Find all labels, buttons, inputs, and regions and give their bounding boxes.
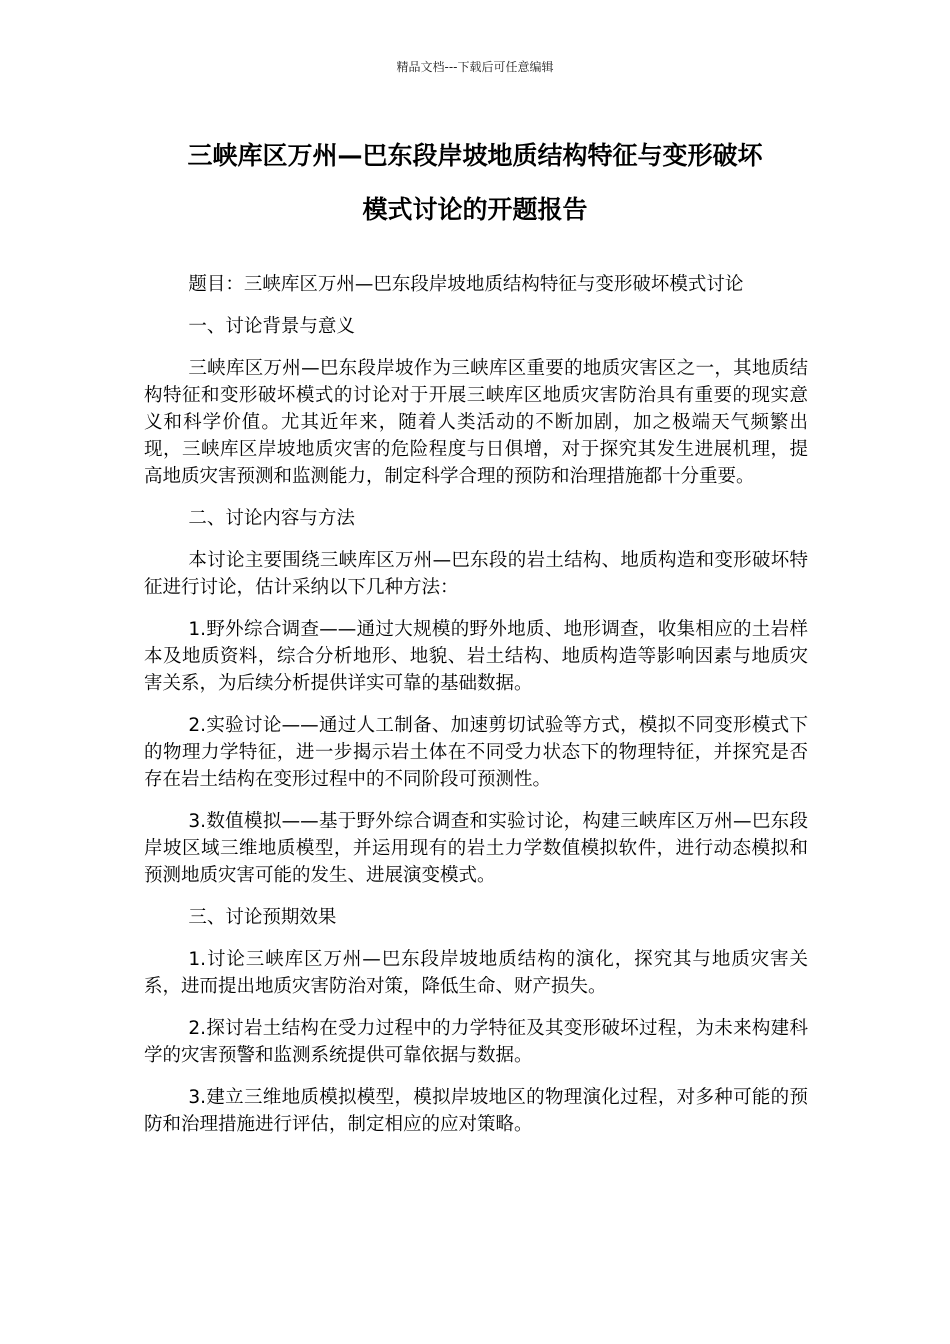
topic-paragraph: 题目：三峡库区万州—巴东段岸坡地质结构特征与变形破坏模式讨论 xyxy=(188,274,744,295)
method-item-3: 3.数值模拟——基于野外综合调查和实验讨论，构建三峡库区万州—巴东段岸坡区域三维地质模型，并运用现有的岩土力学数值模拟软件，进行动态模拟和预测地质灾害可能的发生、进展演变模式。 xyxy=(144,811,808,886)
document-title-line-1: 三峡库区万州—巴东段岸坡地质结构特征与变形破坏 xyxy=(187,141,763,170)
method-item-1: 1.野外综合调查——通过大规模的野外地质、地形调查，收集相应的土岩样本及地质资料，综合分析地形、地貌、岩土结构、地质构造等影响因素与地质灾害关系，为后续分析提供详实可靠的基础数据。 xyxy=(144,619,808,694)
page-header: 精品文档---下载后可任意编辑 xyxy=(396,60,554,74)
document-body xyxy=(144,271,808,1153)
method-item-2: 2.实验讨论——通过人工制备、加速剪切试验等方式，模拟不同变形模式下的物理力学特征，进一步揭示岩土体在不同受力状态下的物理特征，并探究是否存在岩土结构在变形过程中的不同阶段可预测性。 xyxy=(144,715,808,790)
result-item-3: 3.建立三维地质模拟模型，模拟岸坡地区的物理演化过程，对多种可能的预防和治理措施进行评估，制定相应的应对策略。 xyxy=(144,1087,808,1135)
result-item-2: 2.探讨岩土结构在受力过程中的力学特征及其变形破坏过程，为未来构建科学的灾害预警和监测系统提供可靠依据与数据。 xyxy=(144,1018,808,1066)
document-title-line-2: 模式讨论的开题报告 xyxy=(362,195,588,224)
section-heading-background: 一、讨论背景与意义 xyxy=(188,316,355,337)
section-heading-expected-results: 三、讨论预期效果 xyxy=(188,907,337,928)
result-item-1: 1.讨论三峡库区万州—巴东段岸坡地质结构的演化，探究其与地质灾害关系，进而提出地质灾害防治对策，降低生命、财产损失。 xyxy=(144,949,808,997)
section-heading-methods: 二、讨论内容与方法 xyxy=(188,508,355,529)
methods-intro-paragraph: 本讨论主要围绕三峡库区万州—巴东段的岩土结构、地质构造和变形破坏特征进行讨论，估计采纳以下几种方法： xyxy=(144,550,808,598)
background-paragraph: 三峡库区万州—巴东段岸坡作为三峡库区重要的地质灾害区之一，其地质结构特征和变形破坏模式的讨论对于开展三峡库区地质灾害防治具有重要的现实意义和科学价值。尤其近年来，随着人类活动的不断加剧，加之极端天气频繁出现，三峡库区岸坡地质灾害的危险程度与日俱增，对于探究其发生进展机理，提高地质灾害预测和监测能力，制定科学合理的预防和治理措施都十分重要。 xyxy=(144,358,808,487)
